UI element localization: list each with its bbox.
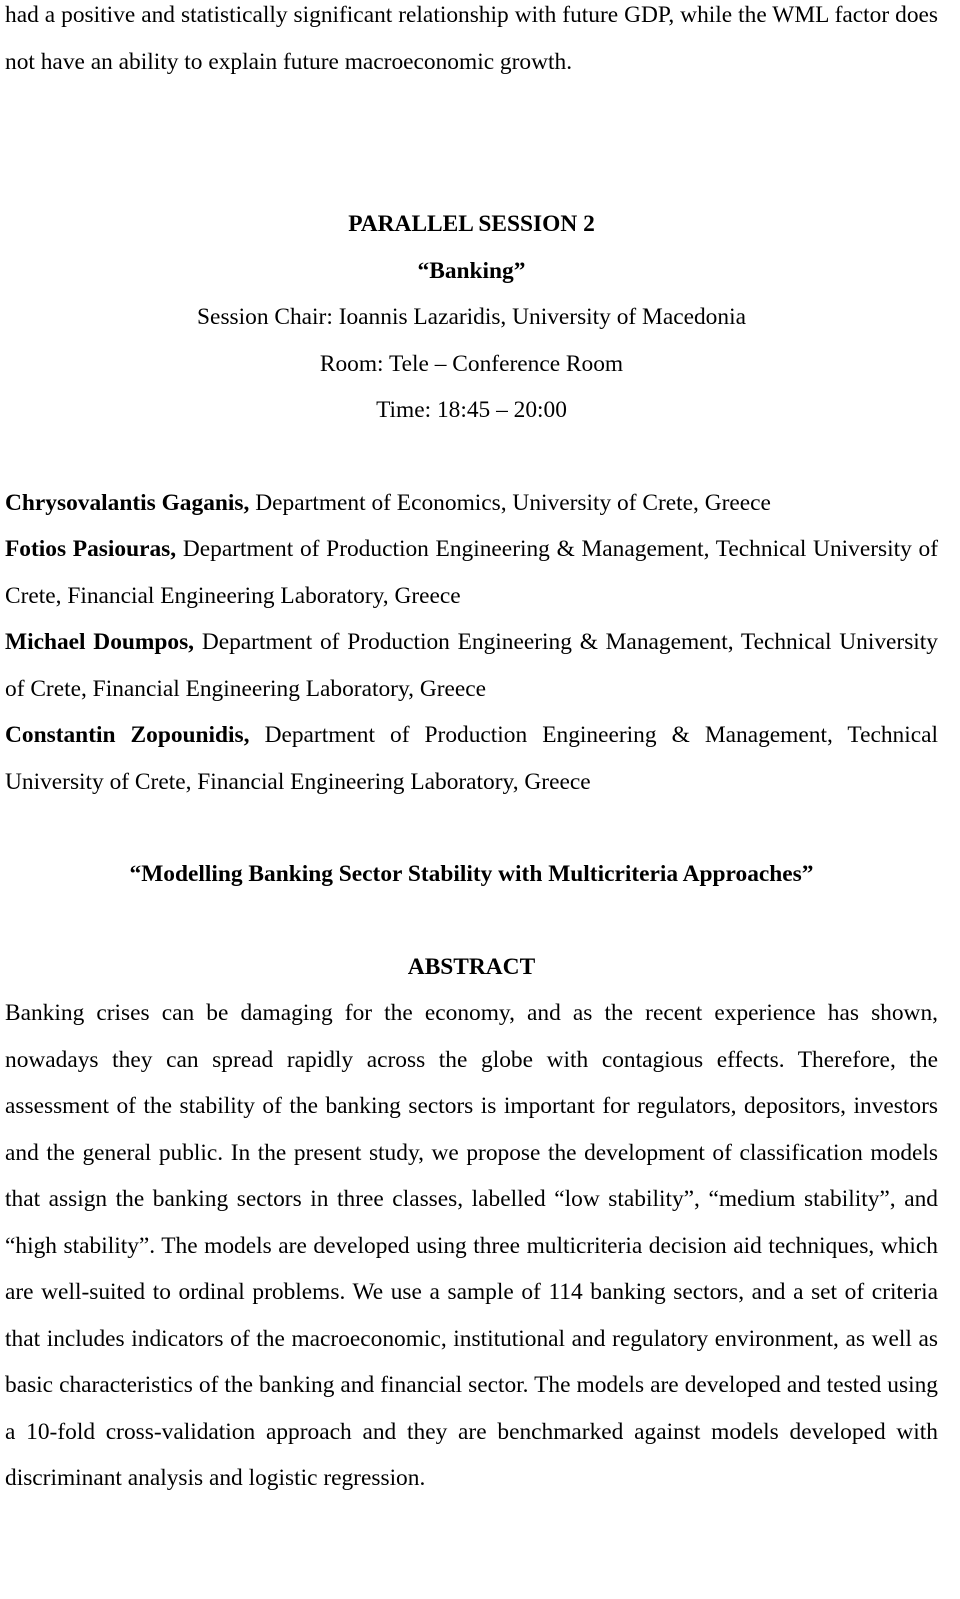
paper-title: “Modelling Banking Sector Stability with Multicriteria Approaches” xyxy=(129,861,814,887)
author-entry xyxy=(5,712,938,805)
abstract-heading: ABSTRACT xyxy=(407,953,536,980)
author-affiliation: Department of Economics, University of Crete, Greece xyxy=(255,489,771,516)
session-header xyxy=(5,201,938,434)
author-list xyxy=(5,480,938,806)
author-entry xyxy=(5,526,938,619)
author-name: Constantin Zopounidis, xyxy=(5,722,250,748)
session-room: Room: Tele – Conference Room xyxy=(319,350,624,377)
author-affiliation: Department of Production Engineering & Management, Technical University of Crete, Financial Engineering Laboratory, Greece xyxy=(5,629,938,702)
author-affiliation: Department of Production Engineering & Management, Technical University of Crete, Financial Engineering Laboratory, Greece xyxy=(5,536,938,609)
session-topic: “Banking” xyxy=(417,257,526,284)
author-affiliation: Department of Production Engineering & Management, Technical University of Crete, Financial Engineering Laboratory, Greece xyxy=(5,722,938,795)
session-title: PARALLEL SESSION 2 xyxy=(348,211,595,237)
author-entry xyxy=(5,480,938,527)
author-name: Chrysovalantis Gaganis, xyxy=(5,489,250,516)
abstract-body: Banking crises can be damaging for the economy, and as the recent experience has shown, nowadays they can spread rapidly across the globe with contagious effects. Therefore, the assessment of the stability of the banking sectors is important for regulators, depositors, investors and the general public. In the present study, we propose the development of classification models that assign the banking sectors in three classes, labelled “low stability”, “medium stability”, and “high stability”. The models are developed using three multicriteria decision aid techniques, which are well-suited to ordinal problems. We use a sample of 114 banking sectors, and a set of criteria that includes indicators of the macroeconomic, institutional and regulatory environment, as well as basic characteristics of the banking and financial sector. The models are developed and tested using a 10-fold cross-validation approach and they are benchmarked against models developed with discriminant analysis and logistic regression. xyxy=(5,1000,938,1491)
author-entry xyxy=(5,619,938,712)
session-chair: Session Chair: Ioannis Lazaridis, University of Macedonia xyxy=(197,304,746,330)
intro-paragraph: had a positive and statistically significant relationship with future GDP, while the WML factor does not have an ability to explain future macroeconomic growth. xyxy=(5,2,938,75)
author-name: Michael Doumpos, xyxy=(5,629,195,655)
session-time: Time: 18:45 – 20:00 xyxy=(376,397,567,423)
author-name: Fotios Pasiouras, xyxy=(5,536,177,562)
